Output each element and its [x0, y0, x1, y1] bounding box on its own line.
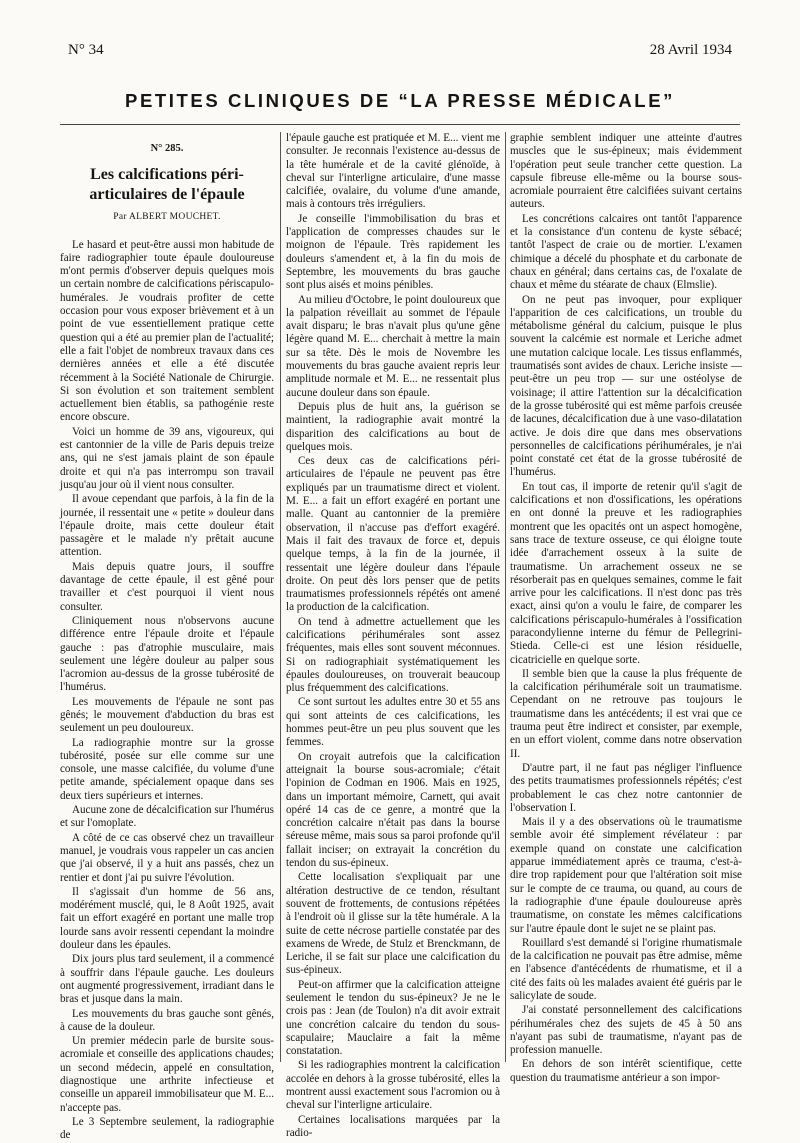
paragraph: Cliniquement nous n'observons aucune différence entre l'épaule droite et l'épaule gauche : pas d'atrophie musculaire, mais seulement une légère douleur au palper sous l'acromion au-dessus de la grosse tubérosité de l'humérus. [60, 614, 274, 694]
paragraph: Mais il y a des observations où le traumatisme semble avoir été simplement révélateur : par exemple quand on constate une calcification apparue immédiatement après ce trauma, c'est-à-dire trop rapidement pour que l'altération soit mise sur le compte de ce trauma, ou quand, au cours de la radiographie d'une épaule douloureuse après traumatisme, on constate les mêmes calcifications sur l'autre épaule dont le sujet ne se plaint pas. [510, 816, 742, 935]
masthead-rule [60, 124, 740, 125]
paragraph: Si les radiographies montrent la calcification accolée en dehors à la grosse tubérosité, elles la montrent aussi exactement sous l'acromion ou à cheval sur l'interligne articulaire. [286, 1059, 500, 1112]
paragraph: Peut-on affirmer que la calcification atteigne seulement le tendon du sus-épineux? Je ne le crois pas : Jean (de Toulon) n'a dit avoir extrait une concrétion calcaire du tendon du sous-scapulaire; Mauclaire a fait la même constatation. [286, 978, 500, 1058]
paragraph: Voici un homme de 39 ans, vigoureux, qui est cantonnier de la ville de Paris depuis treize ans, qui ne s'est jamais plaint de son épaule droite et qui n'a pas interrompu son travail jusqu'au jour où il vient nous consulter. [60, 425, 274, 491]
paragraph: Les mouvements du bras gauche sont gênés, à cause de la douleur. [60, 1007, 274, 1033]
paragraph: Certaines localisations marquées par la radio- [286, 1113, 500, 1139]
paragraph: l'épaule gauche est pratiquée et M. E... vient me consulter. Je reconnais l'existence au-dessus de la tête humérale et de la cavité glénoïde, à cheval sur l'interligne articulaire, d'une masse calcifiée, ovalaire, du volume d'une amande, mais à contours très irréguliers. [286, 132, 500, 211]
article-author: Par ALBERT MOUCHET. [113, 212, 221, 223]
article-title: Les calcifications péri-articulaires de l'épaule [89, 166, 245, 204]
paragraph: Un premier médecin parle de bursite sous-acromiale et conseille des applications chaudes; un second médecin, appelé en consultation, diagnostique une arthrite infectieuse et conseille un appareil immobilisateur que M. E... n'accepte pas. [60, 1035, 274, 1114]
paragraph: graphie semblent indiquer une atteinte d'autres muscles que le sus-épineux; mais évidemment l'opération peut seule trancher cette question. La capsule fibreuse elle-même ou la bourse sous-acromiale pourraient être calcifiées suivant certains auteurs. [510, 132, 742, 211]
paragraph: Le 3 Septembre seulement, la radiographie de [60, 1115, 274, 1142]
page-header [68, 42, 732, 59]
paragraph: En dehors de son intérêt scientifique, cette question du traumatisme antérieur a son impor- [510, 1058, 742, 1084]
paragraph: Les concrétions calcaires ont tantôt l'apparence et la consistance d'un contenu de kyste sébacé; tantôt l'aspect de craie ou de mortier. L'examen chimique a décelé du phosphate et du carbonate de chaux en général; dans certains cas, de l'oxalate de chaux et même du stéarate de chaux (Elmslie). [510, 212, 742, 292]
paragraph: On ne peut pas invoquer, pour expliquer l'apparition de ces calcifications, un trouble du métabolisme général du calcium, puisque le plus souvent la calcémie est normale et Leriche admet une mutation calcique locale. Les tissus enflammés, traumatisés sont avides de chaux. Leriche insiste — peut-être un peu trop — sur une ostéolyse de voisinage; il attire l'attention sur la décalcification de la grosse tubérosité qui est même parfois creusée de lacunes, décalcification due à une vaso-dilatation active. Je dois dire que dans mes observations personnelles de calcifications périhumérales, je n'ai point constaté cet état de la grosse tubérosité de l'humérus. [510, 293, 742, 479]
issue-number: N° 34 [68, 42, 104, 58]
paragraph: Il semble bien que la cause la plus fréquente de la calcification périhumérale soit un traumatisme. Cependant on ne retrouve pas toujours le traumatisme dans les antécédents; il est vrai que ce trauma peut être indirect et consister, par exemple, en un effort violent, comme dans notre observation II. [510, 667, 742, 760]
paragraph: Les mouvements de l'épaule ne sont pas gênés; le mouvement d'abduction du bras est seulement un peu douloureux. [60, 695, 274, 735]
paragraph: On croyait autrefois que la calcification atteignait la bourse sous-acromiale; c'était l'opinion de Codman en 1906. Mais en 1925, dans un important mémoire, Carnett, qui avait opéré 14 cas de ce genre, a montré que la concrétion calcaire n'était pas dans la bourse séreuse même, mais sous sa paroi profonde qu'il fallait inciser; on extrayait la concrétion du tendon du sus-épineux. [286, 750, 500, 870]
column-3 [510, 132, 742, 1086]
column-divider [280, 132, 281, 1062]
paragraph: Je conseille l'immobilisation du bras et l'application de compresses chaudes sur le moignon de l'épaule. Très rapidement les douleurs s'amendent et, à la fin du mois de Septembre, les mouvements du bras gauche sont plus aisés et moins pénibles. [286, 212, 500, 292]
column-1-body [60, 239, 274, 1143]
column-divider [505, 132, 506, 1062]
paragraph: Mais depuis quatre jours, il souffre davantage de cette épaule, il est gêné pour travailler et c'est pourquoi il vient nous consulter. [60, 560, 274, 613]
paragraph: A côté de ce cas observé chez un travailleur manuel, je voudrais vous rappeler un cas ancien que j'ai observé, il y a huit ans passés, chez un rentier et dont j'ai pu suivre l'évolution. [60, 831, 274, 884]
paragraph: Dix jours plus tard seulement, il a commencé à souffrir dans l'épaule gauche. Les douleurs ont augmenté progressivement, irradiant dans le bras et jusque dans la main. [60, 953, 274, 1006]
paragraph: On tend à admettre actuellement que les calcifications périhumérales sont assez fréquentes, mais elles sont souvent méconnues. Si on radiographiait systématiquement les épaules douloureuses, on trouverait beaucoup plus fréquemment des calcifications. [286, 615, 500, 695]
paragraph: Le hasard et peut-être aussi mon habitude de faire radiographier toute épaule douloureuse m'ont permis d'observer depuis quelques mois un certain nombre de calcifications périscapulo-humérales. Je voudrais profiter de cette occasion pour vous exposer brièvement et à un point de vue essentiellement pratique cette question qui a été au premier plan de l'actualité; elle a fait l'objet de nombreux travaux dans ces dernières années et elle a été discutée récemment à la Société Nationale de Chirurgie. Si son évolution et son traitement semblent actuellement bien établis, sa pathogénie reste encore obscure. [60, 238, 274, 424]
paragraph: Ces deux cas de calcifications péri-articulaires de l'épaule ne peuvent pas être expliqués par un traumatisme direct et violent. M. E... a fait un effort exagéré en portant une malle. Quant au cantonnier de la première observation, il n'accuse pas d'effort exagéré. Mais il fait des travaux de force et, depuis quelque temps, à la fin de la journée, il ressentait une légère douleur dans l'épaule droite. On peut dès lors penser que de petits traumatismes professionnels répétés ont amené la production de la calcification. [286, 455, 500, 614]
paragraph: La radiographie montre sur la grosse tubérosité, posée sur elle comme sur une console, une masse calcifiée, du volume d'une petite amande, spécialement opaque dans ses deux tiers supérieurs et internes. [60, 736, 274, 802]
paragraph: Rouillard s'est demandé si l'origine rhumatismale de la calcification ne pouvait pas être admise, même en l'absence d'antécédents de rhumatisme, et il a cité des faits où les malades avaient été guéris par le salicylate de soude. [510, 936, 742, 1002]
paragraph: Cette localisation s'expliquait par une altération destructive de ce tendon, résultant souvent de frottements, de contusions répétées à l'endroit où il glisse sur la tête humérale. A la suite de cette nécrose partielle constatée par des examens de Wrede, de Stulz et Brenckmann, de Leriche, il se fait sur place une calcification du sus-épineux. [286, 871, 500, 977]
paragraph: J'ai constaté personnellement des calcifications périhumérales chez des sujets de 45 à 50 ans n'ayant pas subi de traumatisme, n'ayant pas de profession manuelle. [510, 1004, 742, 1057]
paragraph: Aucune zone de décalcification sur l'humérus et sur l'omoplate. [60, 804, 274, 830]
paragraph: Ce sont surtout les adultes entre 30 et 55 ans qui sont atteints de ces calcifications, les hommes peut-être un peu plus souvent que les femmes. [286, 696, 500, 749]
paragraph: Il s'agissait d'un homme de 56 ans, modérément musclé, qui, le 8 Août 1925, avait fait un effort exagéré en portant une malle trop lourde sans avoir ressenti cependant la moindre douleur dans les épaules. [60, 885, 274, 952]
masthead: PETITES CLINIQUES DE “LA PRESSE MÉDICALE” [125, 90, 675, 111]
paragraph: En tout cas, il importe de retenir qu'il s'agit de calcifications et non d'ossifications, les opérations en ont donné la preuve et les radiographies montrent que les opacités ont un aspect homogène, sans trace de texture osseuse, ce qui éloigne toute idée d'arrachement osseux à la suite de traumatisme. Un arrachement osseux ne se résorberait pas en quelques semaines, comme le fait arrive pour les calcifications. Il n'est donc pas très exact, ainsi qu'on a voulu le faire, de comparer les calcifications périscapulo-humérales à l'ossification paracondylienne interne du fémur de Pellegrini-Stieda. Celle-ci est une lésion résiduelle, cicatricielle en quelque sorte. [510, 480, 742, 666]
paragraph: Au milieu d'Octobre, le point douloureux que la palpation réveillait au sommet de l'épaule avait disparu; le bras n'avait plus qu'une gêne légère quand M. E... cherchait à mettre la main sur sa tête. Dès le mois de Novembre les mouvements du bras gauche avaient repris leur amplitude normale et M. E... ne ressentait plus aucune douleur dans son épaule. [286, 293, 500, 399]
column-2 [286, 132, 500, 1141]
column-1 [60, 132, 274, 1143]
paragraph: D'autre part, il ne faut pas négliger l'influence des petits traumatismes professionnels répétés; c'est probablement le cas chez notre cantonnier de l'observation I. [510, 761, 742, 814]
article-number: N° 285. [150, 143, 184, 154]
issue-date: 28 Avril 1934 [649, 42, 732, 58]
paragraph: Depuis plus de huit ans, la guérison se maintient, la radiographie avait montré la disparition des calcifications au bout de quelques mois. [286, 400, 500, 453]
paragraph: Il avoue cependant que parfois, à la fin de la journée, il ressentait une « petite » douleur dans l'épaule droite, mais cette douleur était passagère et le malade n'y prêtait aucune attention. [60, 493, 274, 559]
